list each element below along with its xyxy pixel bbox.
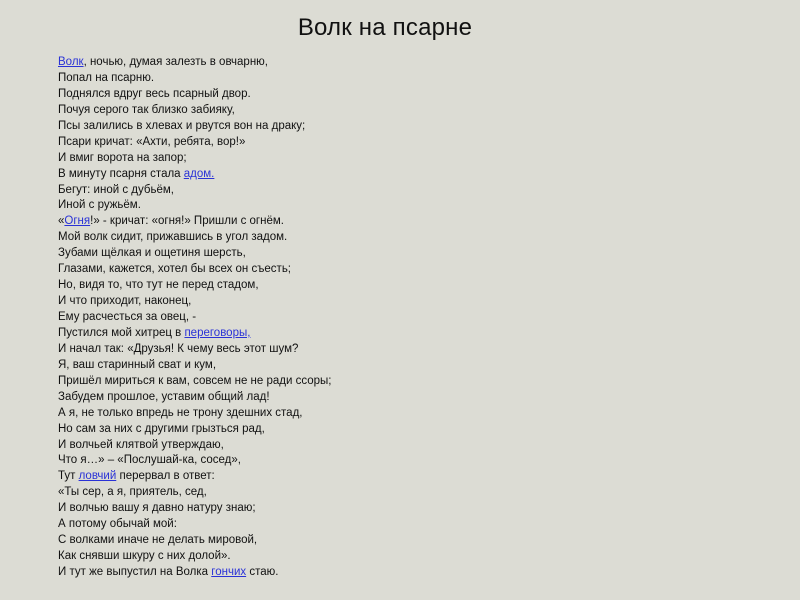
poem-text-segment: Мой волк сидит, прижавшись в угол задом. [58,231,288,244]
poem-line [58,406,778,422]
poem-line [58,198,778,214]
poem-text-segment: перервал в ответ: [116,470,215,483]
poem-text-segment: « [58,215,65,228]
poem-text-segment: Я, ваш старинный сват и кум, [58,358,217,371]
poem-text-segment: стаю. [246,566,279,578]
poem-line [58,230,778,246]
poem-text-segment: Но сам за них с другими грызться рад, [58,422,265,435]
poem-line [58,422,778,438]
poem-text-segment: И вмиг ворота на запор; [58,151,187,164]
poem-text-segment: И что приходит, наконец, [58,295,192,308]
poem-line [58,87,778,103]
hyperlink[interactable]: переговоры, [184,326,251,339]
poem-text-segment: Что я…» – «Послушай-ка, сосед», [58,454,241,467]
poem-text-segment: Как снявши шкуру с них долой». [58,550,231,563]
poem-line [58,214,778,230]
poem-line [58,103,778,119]
poem-text-segment: , ночью, думая залезть в овчарню, [83,56,268,68]
poem-line [58,374,778,390]
poem-text-segment: !» - кричат: «огня!» Пришли с огнём. [90,215,284,228]
poem-line [58,501,778,517]
poem-line [58,310,778,326]
poem-line [58,485,778,501]
poem-text-segment: Глазами, кажется, хотел бы всех он съесть; [58,263,292,276]
poem-text-segment: Псы залились в хлевах и рвутся вон на драку; [58,119,306,132]
poem-line [58,390,778,406]
poem-text-segment: И тут же выпустил на Волка [58,566,212,578]
poem-text-segment: С волками иначе не делать мировой, [58,534,258,547]
poem-line [58,119,778,135]
poem-text-segment: Иной с ружьём. [58,199,141,212]
poem-text-segment: Зубами щёлкая и ощетиня шерсть, [58,247,246,260]
hyperlink[interactable]: адом. [183,167,215,180]
poem-line [58,469,778,485]
poem-text-segment: А я, не только впредь не трону здешних стад, [58,406,303,419]
poem-text-segment: А потому обычай мой: [58,518,177,531]
poem-line [58,549,778,565]
poem-text-segment: Пустился мой хитрец в [58,326,185,339]
poem-line [58,183,778,199]
poem-line [58,453,778,469]
hyperlink[interactable]: ловчий [78,470,117,483]
poem-line [58,246,778,262]
poem-line [58,358,778,374]
poem-line [58,326,778,342]
poem-text-segment: И волчью вашу я давно натуру знаю; [58,502,256,515]
poem-line [58,55,778,71]
poem-line [58,438,778,454]
poem-line [58,71,778,87]
poem-text-segment: Ему расчесться за овец, - [58,311,197,323]
poem-text-segment: Поднялся вдруг весь псарный двор. [58,87,251,100]
poem-text-segment: И волчьей клятвой утверждаю, [58,438,224,451]
poem-line [58,294,778,310]
poem-text-segment: И начал так: «Друзья! К чему весь этот шум? [58,342,299,355]
poem-text-segment: Пришёл мириться к вам, совсем не не ради ссоры; [58,374,332,387]
poem-line [58,135,778,151]
poem-text-segment: Попал на псарню. [58,71,155,84]
poem-text-segment: «Ты сер, а я, приятель, сед, [58,486,207,499]
poem-line [58,517,778,533]
poem-text-segment: В минуту псарня стала [58,167,184,180]
poem-text-segment: Почуя серого так близко забияку, [58,103,235,116]
page-title: Волк на псарне [297,14,473,41]
poem-text-segment: Забудем прошлое, уставим общий лад! [58,390,270,403]
hyperlink[interactable]: гончих [211,566,247,578]
poem-line [58,278,778,294]
poem-text [58,55,778,581]
poem-line [58,151,778,167]
poem-line [58,262,778,278]
poem-text-segment: Тут [58,470,79,483]
poem-line [58,167,778,183]
hyperlink[interactable]: Волк [58,56,84,68]
poem-line [58,533,778,549]
poem-line [58,565,778,581]
poem-line [58,342,778,358]
poem-text-segment: Но, видя то, что тут не перед стадом, [58,279,259,292]
poem-text-segment: Псари кричат: «Ахти, ребята, вор!» [58,135,246,148]
poem-text-segment: Бегут: иной с дубьём, [58,183,174,196]
hyperlink[interactable]: Огня [64,215,91,228]
